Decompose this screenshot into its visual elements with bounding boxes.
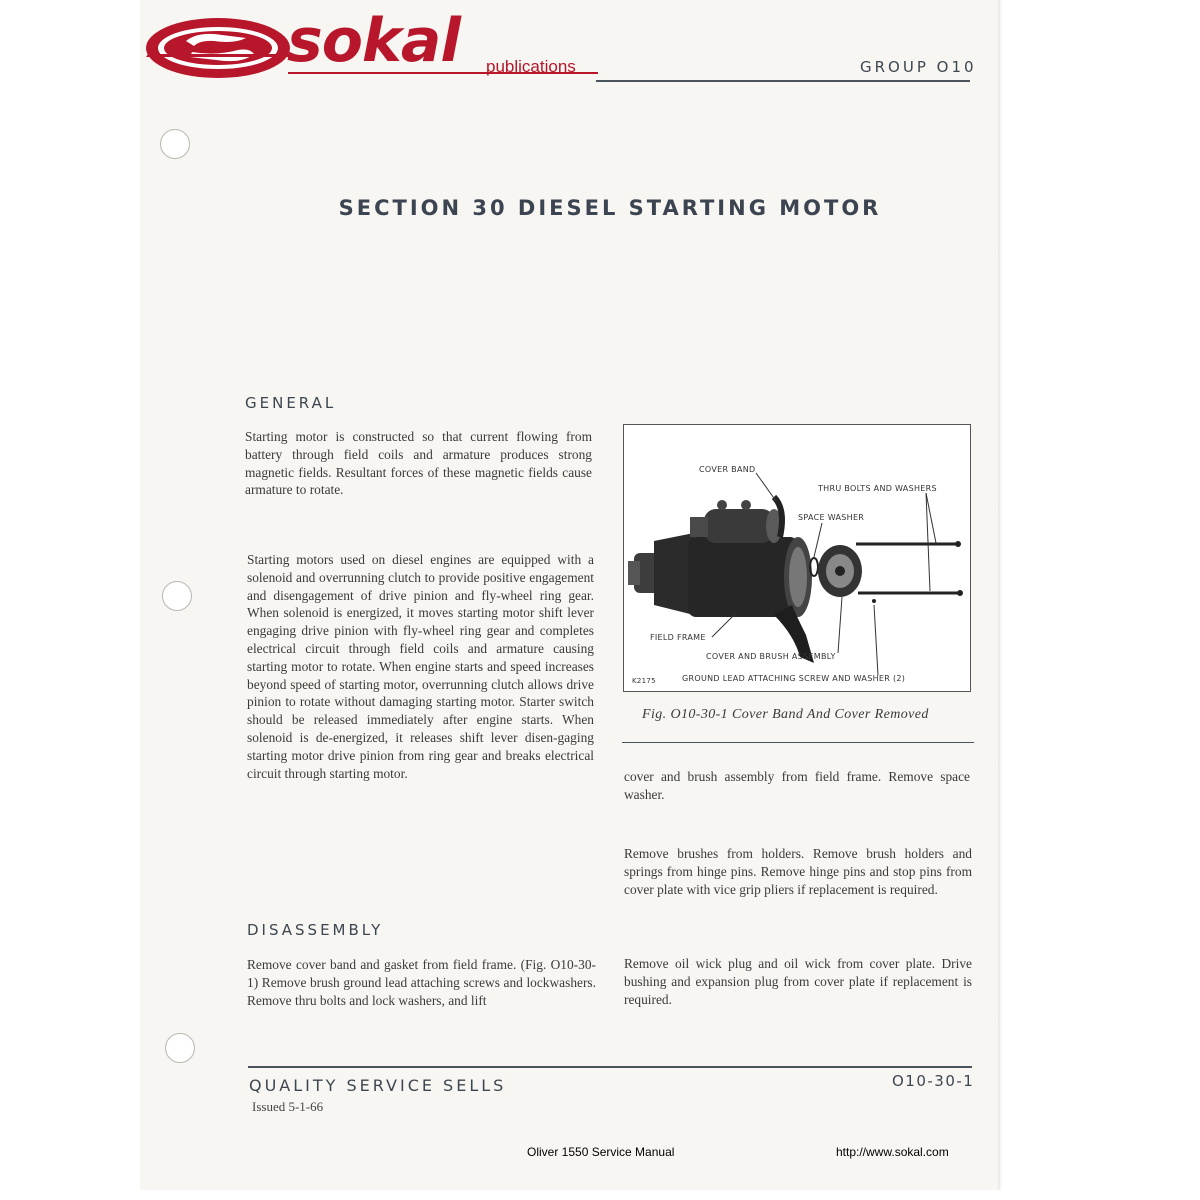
general-paragraph-2: Starting motors used on diesel engines are equipped with a solenoid and overrunning clutch to provide positive engagement and disengagement of drive pinion and fly-wheel ring gear. When solenoid is energized, it moves starting motor shift lever engaging drive pinion with fly-wheel ring gear and completes electrical circuit through field coils and armature causing starting motor to rotate. When engine starts and speed increases beyond speed of starting motor, overrunning clutch allows drive pinion to rotate without damaging starting motor. Starter switch should be released immediately after engine starts. When solenoid is de-energized, it releases shift lever disen-gaging starting motor drive pinion from ring gear and breaks electrical circuit through starting motor. (247, 552, 594, 781)
page-number: O10-30-1 (892, 1072, 975, 1090)
disassembly-paragraph-3: Remove oil wick plug and oil wick from cover plate. Drive bushing and expansion plug from cover plate if replacement is required. (624, 956, 972, 1007)
section-title: SECTION 30 DIESEL STARTING MOTOR (338, 196, 882, 220)
figure-caption: Fig. O10-30-1 Cover Band And Cover Removed (642, 707, 929, 722)
header-rule (596, 80, 970, 82)
punch-hole-top (160, 129, 190, 159)
callout-space-washer: SPACE WASHER (798, 513, 865, 522)
punch-hole-bottom (165, 1033, 195, 1063)
callout-cover-brush-assembly: COVER AND BRUSH ASSEMBLY (706, 652, 836, 661)
footer-slogan: QUALITY SERVICE SELLS (249, 1076, 507, 1095)
figure-reference-code: K2175 (632, 677, 656, 685)
disassembly-paragraph-1-continued: cover and brush assembly from field frame. Remove space washer. (624, 769, 970, 802)
general-heading: GENERAL (245, 394, 337, 412)
issued-date: Issued 5-1-66 (252, 1099, 324, 1114)
disassembly-heading: DISASSEMBLY (247, 921, 384, 939)
group-label: GROUP O10 (860, 58, 977, 76)
callout-thru-bolts: THRU BOLTS AND WASHERS (818, 484, 937, 493)
figure-rule (622, 742, 974, 743)
callout-ground-lead: GROUND LEAD ATTACHING SCREW AND WASHER (2) (682, 674, 906, 683)
publisher-url: http://www.sokal.com (836, 1145, 949, 1159)
logo-wordmark: sokal (287, 6, 460, 76)
manual-title: Oliver 1550 Service Manual (527, 1145, 675, 1159)
callout-cover-band: COVER BAND (699, 465, 756, 474)
footer-rule (248, 1066, 972, 1068)
punch-hole-middle (162, 581, 192, 611)
logo-publications-label: publications (486, 57, 576, 76)
disassembly-paragraph-2: Remove brushes from holders. Remove brush holders and springs from hinge pins. Remove hinge pins and stop pins from cover plate with vice grip pliers if replacement is required. (624, 846, 972, 897)
callout-field-frame: FIELD FRAME (650, 633, 706, 642)
page-edge-shadow (998, 0, 1002, 1190)
figure-frame (623, 424, 971, 692)
disassembly-paragraph-1: Remove cover band and gasket from field frame. (Fig. O10-30-1) Remove brush ground lead attaching screws and lockwashers. Remove thru bolts and lock washers, and lift (247, 957, 596, 1008)
general-paragraph-1: Starting motor is constructed so that current flowing from battery through field coils and armature produces strong magnetic fields. Resultant forces of these magnetic fields cause armature to rotate. (245, 429, 592, 498)
